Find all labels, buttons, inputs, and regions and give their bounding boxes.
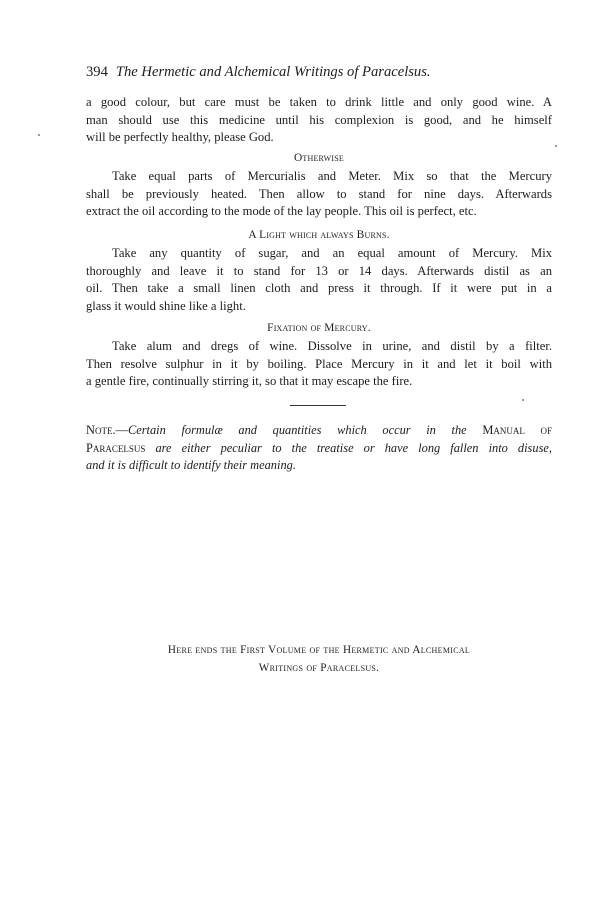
text-line: Then resolve sulphur in it by boiling. Place Mercury in it and let it boil with <box>86 356 552 371</box>
manual-title: Paracelsus <box>86 440 146 455</box>
text-line: man should use this medicine until his complexion is good, and he himself <box>86 112 552 127</box>
text-line: a good colour, but care must be taken to drink little and only good wine. A <box>86 95 552 109</box>
footnote <box>86 422 552 475</box>
text-line: glass it would shine like a light. <box>86 298 246 313</box>
text-line: shall be previously heated. Then allow to stand for nine days. Afterwards <box>86 186 552 201</box>
text-line: thoroughly and leave it to stand for 13 or 14 days. Afterwards distil as an <box>86 263 552 278</box>
note-text: Certain formulæ and quantities which occur in the <box>127 423 467 437</box>
section-paragraph-otherwise <box>86 168 552 221</box>
running-title: The Hermetic and Alchemical Writings of Paracelsus. <box>115 64 431 80</box>
section-heading-otherwise: Otherwise <box>293 152 345 164</box>
volume-closing <box>86 641 552 677</box>
text-line: a gentle fire, continually stirring it, so that it may escape the fire. <box>86 374 413 388</box>
scan-speck <box>555 145 557 147</box>
section-heading-light: A Light which always Burns. <box>248 229 390 241</box>
closing-line: Here ends the First Volume of the Hermetic and Alchemical <box>167 644 471 656</box>
scan-speck <box>38 134 40 136</box>
note-label: Note.— <box>86 423 128 437</box>
note-text: are either peculiar to the treatise or have long fallen into disuse, <box>155 440 552 455</box>
text-line: Take equal parts of Mercurialis and Meter. Mix so that the Mercury <box>112 169 552 183</box>
scan-speck <box>522 399 524 401</box>
text-line: oil. Then take a small linen cloth and press it through. If it were put in a <box>86 281 552 295</box>
closing-line: Writings of Paracelsus. <box>258 662 380 674</box>
text-line: Take alum and dregs of wine. Dissolve in urine, and distil by a filter. <box>112 339 552 353</box>
section-paragraph-light <box>86 245 552 315</box>
page-number: 394 <box>86 64 108 80</box>
text-line: extract the oil according to the mode of the lay people. This oil is perfect, etc. <box>86 204 477 218</box>
note-text: and it is difficult to identify their meaning. <box>86 458 296 472</box>
section-divider <box>290 405 346 406</box>
section-paragraph-fixation <box>86 338 552 391</box>
intro-paragraph <box>86 94 552 147</box>
text-line: Take any quantity of sugar, and an equal amount of Mercury. Mix <box>112 246 552 260</box>
running-header <box>86 64 526 81</box>
section-heading-fixation: Fixation of Mercury. <box>267 322 371 334</box>
text-line: will be perfectly healthy, please God. <box>86 130 274 144</box>
manual-title: Manual of <box>482 423 552 437</box>
